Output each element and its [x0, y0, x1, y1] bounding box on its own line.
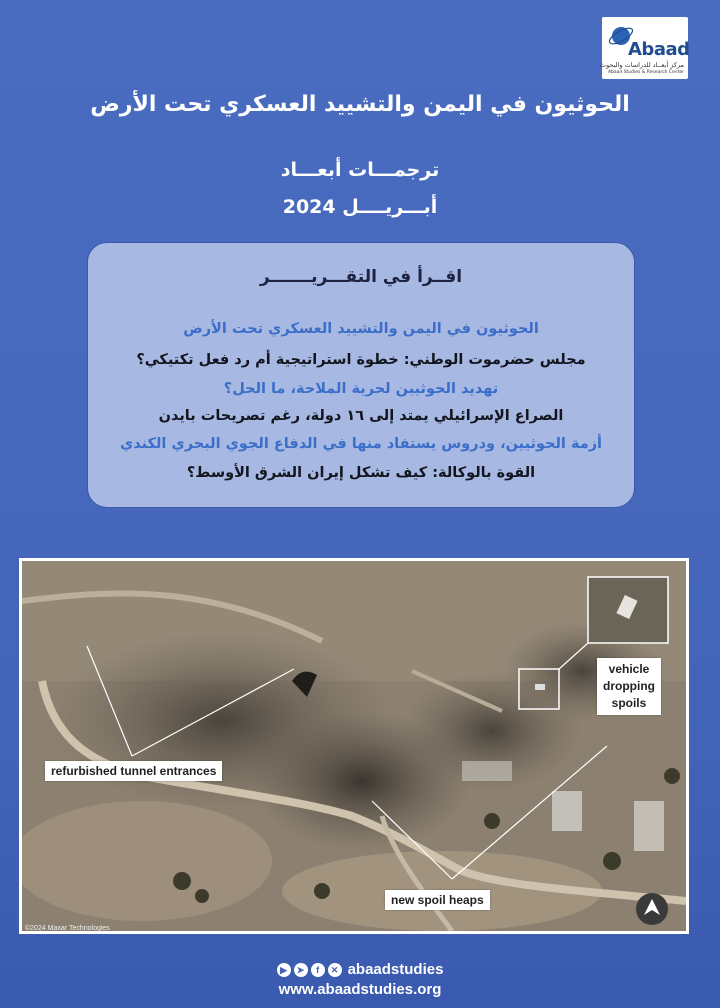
- youtube-icon[interactable]: ▶: [277, 963, 291, 977]
- toc-item[interactable]: أزمة الحوثيين، ودروس يستفاد منها في الدفاع الجوي البحري الكندي: [119, 436, 603, 452]
- issue-date: أبـــريــــل 2024: [282, 196, 438, 218]
- toc-item[interactable]: الصراع الإسرائيلي يمتد إلى ١٦ دولة، رغم تصريحات بايدن: [158, 408, 564, 424]
- x-icon[interactable]: ✕: [328, 963, 342, 977]
- toc-item[interactable]: الحوثيون في اليمن والتشييد العسكري تحت الأرض: [183, 321, 539, 337]
- image-credit: ©2024 Maxar Technologies: [25, 925, 110, 932]
- abaad-logo: [602, 17, 688, 79]
- label-tunnel-entrances: refurbished tunnel entrances: [45, 761, 222, 781]
- satellite-image: [19, 558, 689, 934]
- social-row: [0, 961, 720, 978]
- table-of-contents: [87, 242, 635, 508]
- toc-title: اقــرأ في التقـــريـــــــر: [259, 267, 463, 287]
- page-title: الحوثيون في اليمن والتشييد العسكري تحت الأرض: [90, 92, 630, 117]
- social-icons: [277, 963, 342, 977]
- social-handle[interactable]: abaadstudies: [347, 961, 444, 978]
- series-name: ترجمـــات أبعـــاد: [280, 159, 440, 181]
- telegram-icon[interactable]: ➤: [294, 963, 308, 977]
- label-vehicle-dropping-spoils: vehicle dropping spoils: [597, 658, 661, 715]
- logo-english-name: Abaad Studies & Research Center: [607, 70, 684, 75]
- facebook-icon[interactable]: f: [311, 963, 325, 977]
- logo-arabic-name: مركز أبعــاد للدراسات والبحوث: [600, 61, 684, 69]
- toc-item[interactable]: مجلس حضرموت الوطني: خطوة استراتيجية أم رد فعل تكتيكي؟: [136, 352, 586, 368]
- toc-item[interactable]: تهديد الحوثيين لحرية الملاحة، ما الحل؟: [223, 381, 499, 397]
- website-link[interactable]: www.abaadstudies.org: [278, 981, 442, 998]
- satellite-terrain: [22, 561, 686, 931]
- label-new-spoil-heaps: new spoil heaps: [385, 890, 490, 910]
- toc-item[interactable]: القوة بالوكالة: كيف تشكل إيران الشرق الأوسط؟: [186, 465, 536, 481]
- logo-brand: Abaad: [628, 39, 690, 60]
